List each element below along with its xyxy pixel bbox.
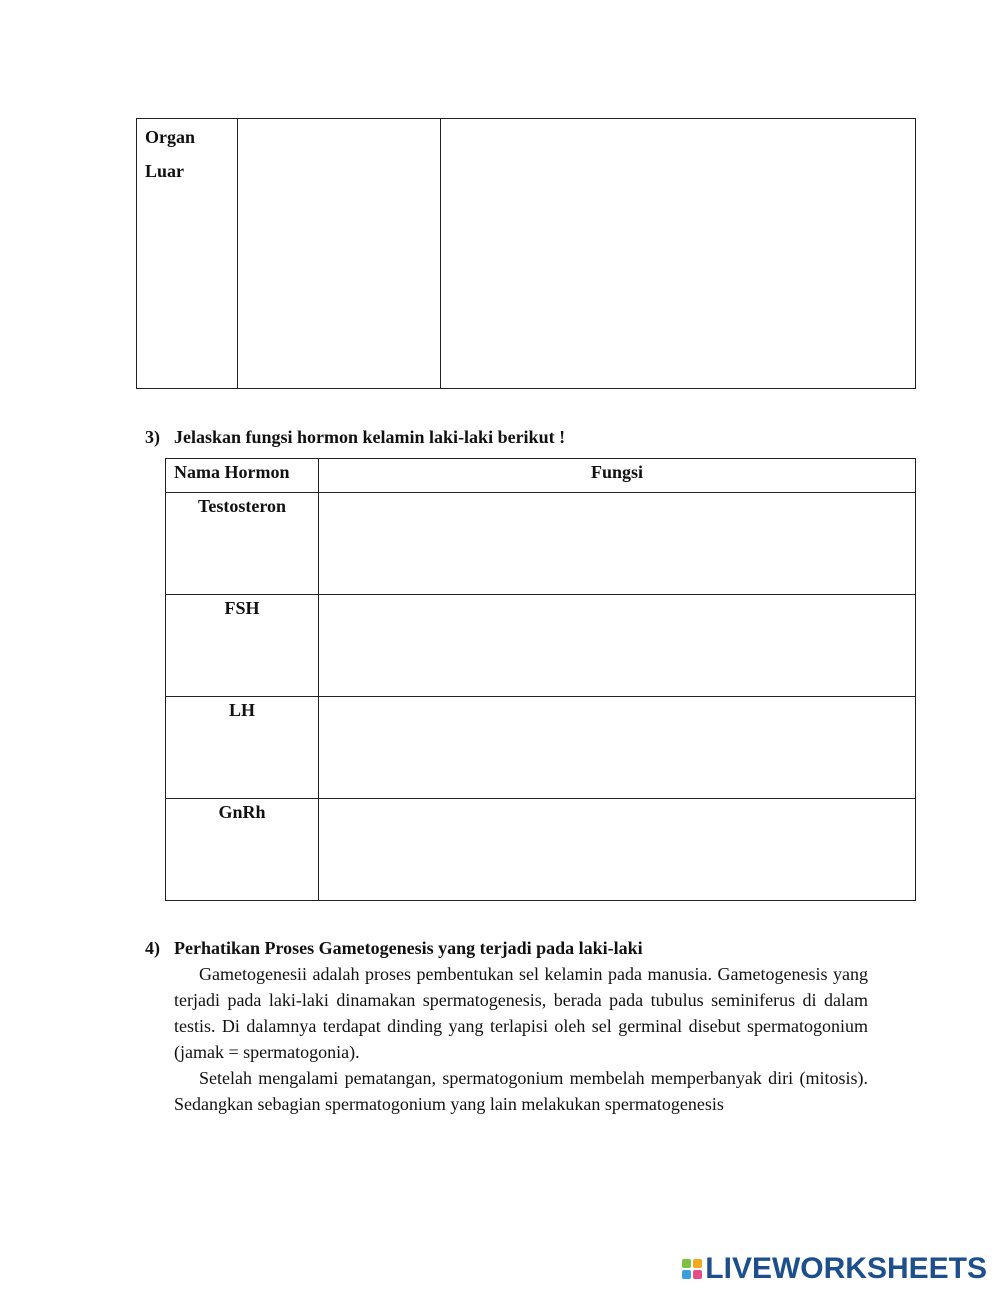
paragraph-1: Gametogenesii adalah proses pembentukan sel kelamin pada manusia. Gametogenesis yang terjadi pada laki-laki dinamakan spermatogenesis, berada pada tubulus seminiferus di dalam testis. Di dalamnya terdapat dinding yang terlapisi oleh sel germinal disebut spermatogonium (jamak = spermatogonia). (174, 964, 868, 1062)
hormone-table (165, 458, 916, 901)
paragraph-2: Setelah mengalami pematangan, spermatogonium membelah memperbanyak diri (mitosis). Sedangkan sebagian spermatogonium yang lain melakukan spermatogenesis (174, 1068, 868, 1114)
table-row (166, 799, 916, 901)
liveworksheets-logo (682, 1252, 987, 1286)
logo-square-4 (693, 1270, 702, 1279)
hormone-table-header (166, 459, 916, 493)
organ-label-line-2: Luar (145, 161, 185, 181)
logo-square-2 (693, 1259, 702, 1268)
logo-text: LIVEWORKSHEETS (705, 1252, 987, 1285)
question-4-number: 4) (145, 938, 160, 958)
gametogenesis-text (174, 961, 868, 1117)
table-row (166, 493, 916, 595)
table-row (166, 697, 916, 799)
logo-square-1 (682, 1259, 691, 1268)
hormone-name: GnRh (166, 799, 319, 901)
organ-answer-cell-1[interactable] (238, 119, 441, 389)
question-3-title: Jelaskan fungsi hormon kelamin laki-laki berikut ! (174, 427, 566, 447)
header-hormone-name: Nama Hormon (166, 459, 319, 493)
organ-label-line-1: Organ (145, 127, 196, 147)
hormone-name: FSH (166, 595, 319, 697)
header-function: Fungsi (319, 459, 916, 493)
hormone-function-answer[interactable] (319, 595, 916, 697)
hormone-function-answer[interactable] (319, 799, 916, 901)
hormone-function-answer[interactable] (319, 493, 916, 595)
hormone-name: Testosteron (166, 493, 319, 595)
organ-answer-cell-2[interactable] (441, 119, 916, 389)
hormone-function-answer[interactable] (319, 697, 916, 799)
logo-square-3 (682, 1270, 691, 1279)
question-4-title: Perhatikan Proses Gametogenesis yang terjadi pada laki-laki (174, 938, 643, 958)
question-3-number: 3) (145, 427, 160, 447)
table-row (166, 595, 916, 697)
hormone-name: LH (166, 697, 319, 799)
logo-mark-icon (682, 1259, 702, 1279)
organ-table (136, 118, 916, 389)
organ-label-cell (137, 119, 238, 389)
